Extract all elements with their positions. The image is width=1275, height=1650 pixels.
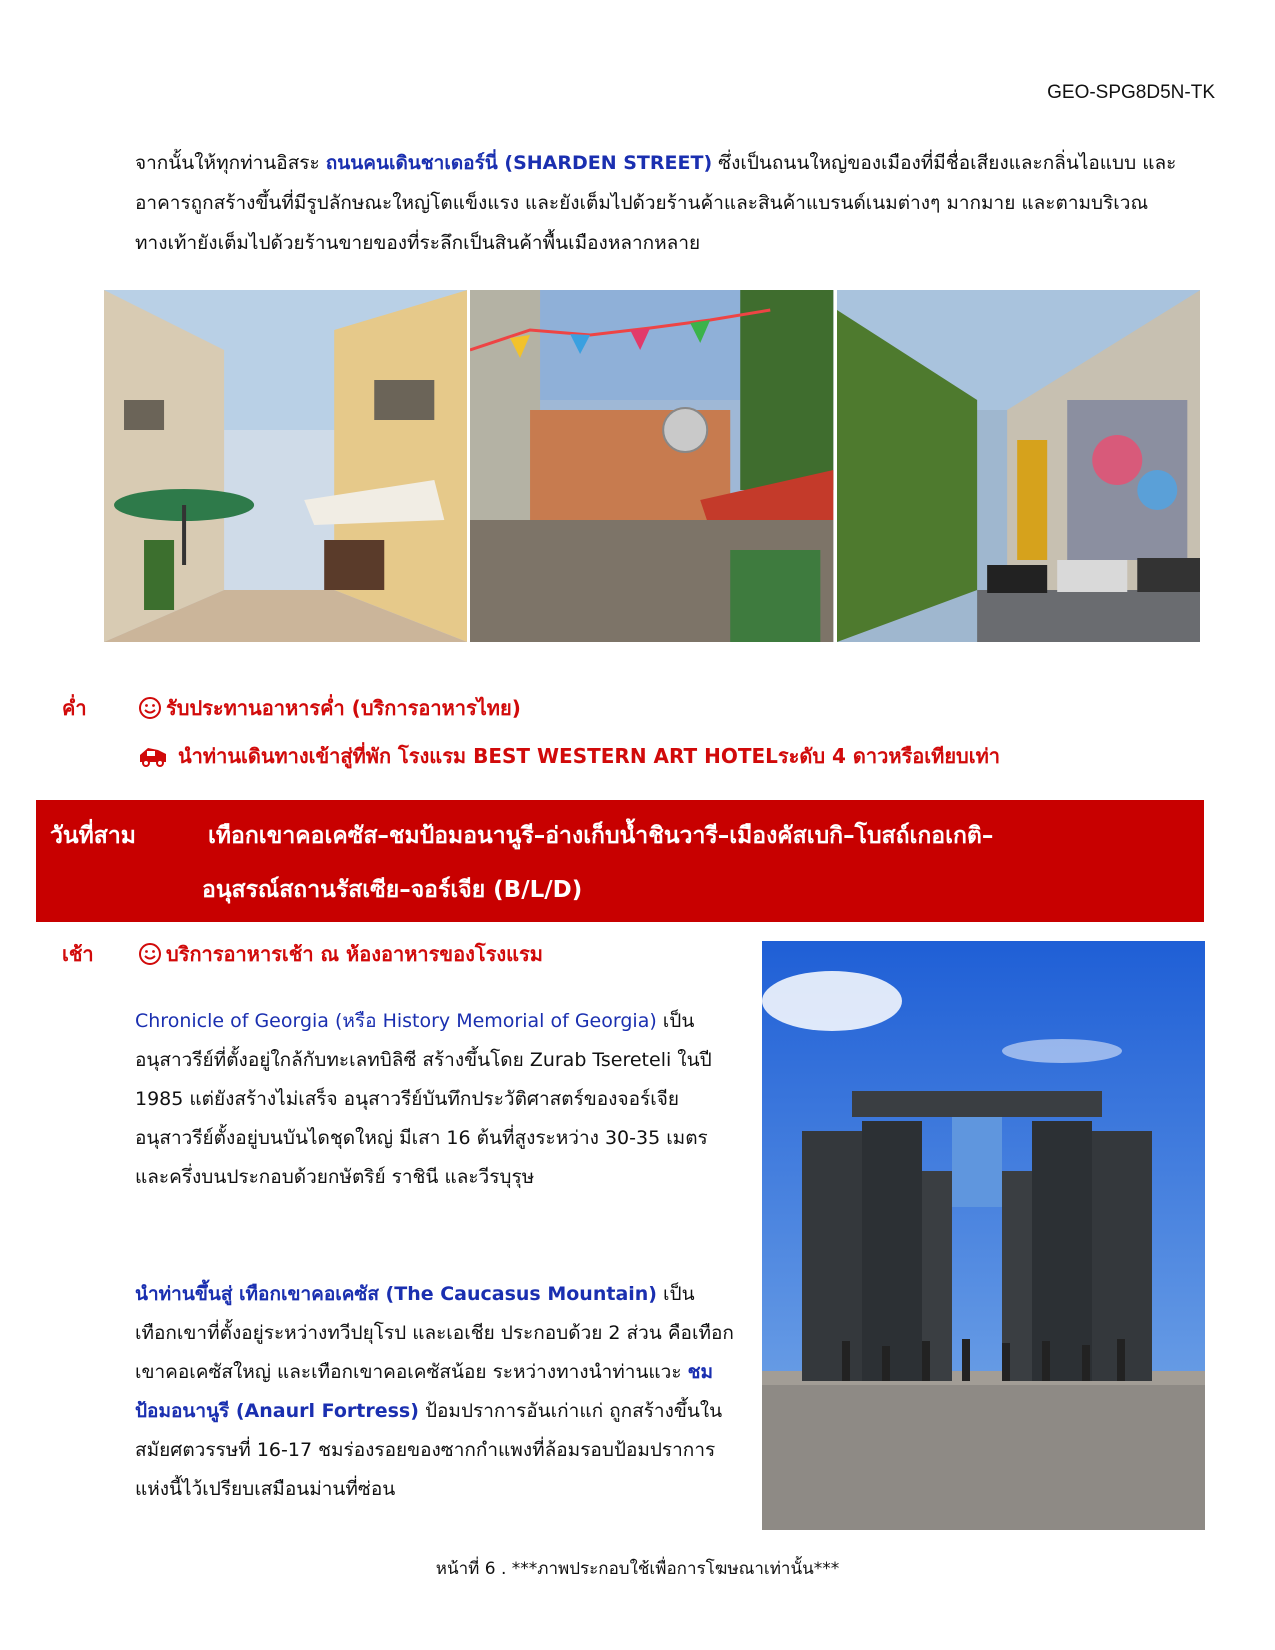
day3-title-line1: เทือกเขาคอเคซัส–ชมป้อมอนานูรี–อ่างเก็บน้ำชินวารี–เมืองคัสเบกิ–โบสถ์เกอเกติ–: [208, 823, 994, 849]
street-photo-courtyard: [470, 290, 833, 642]
caucasus-intro: นำท่านขึ้นสู่ เทือกเขาคอเคซัส (The Caucasus Mountain): [135, 1283, 657, 1305]
dinner-text: รับประทานอาหารค่ำ (บริการอาหารไทย): [166, 696, 521, 720]
smile-icon: [138, 942, 162, 966]
intro-post: ซึ่งเป็นถนนใหญ่ของเมืองที่มีชื่อเสียงและกลิ่นไอแบบ และอาคารถูกสร้างขึ้นที่มีรูปลักษณะใหญ่โตแข็งแรง และยังเต็มไปด้วยร้านค้าและสินค้าแบรนด์เนมต่างๆ มากมาย และตามบริเวณทางเท้ายังเต็มไปด้วยร้านขายของที่ระลึกเป็นสินค้าพื้นเมืองหลากหลาย: [135, 152, 1177, 254]
document-code: GEO-SPG8D5N-TK: [1047, 82, 1215, 103]
intro-pre: จากนั้นให้ทุกท่านอิสระ: [135, 152, 326, 174]
car-icon: [138, 745, 168, 767]
caucasus-paragraph: [135, 1275, 735, 1509]
caucasus-text2: ป้อมปราการอันเก่าแก่ ถูกสร้างขึ้นในสมัยศตวรรษที่ 16-17 ชมร่องรอยของซากกำแพงที่ล้อมรอบป้อมปราการแห่งนี้ไว้เปรียบเสมือนม่านที่ซ่อน: [135, 1400, 723, 1500]
dinner-row: [62, 692, 1202, 722]
breakfast-text: บริการอาหารเช้า ณ ห้องอาหารของโรงแรม: [166, 942, 543, 966]
chronicle-monument-photo: [762, 941, 1205, 1530]
breakfast-row: [62, 938, 742, 968]
sharden-street-photo-strip: [104, 290, 1200, 642]
intro-paragraph: [135, 143, 1205, 263]
chronicle-paragraph: [135, 1002, 735, 1197]
chronicle-text: เป็นอนุสาวรีย์ที่ตั้งอยู่ใกล้กับทะเลทบิลิซี สร้างขึ้นโดย Zurab Tsereteli ในปี 1985 แต่ยังสร้างไม่เสร็จ อนุสาวรีย์บันทึกประวัติศาสตร์ของจอร์เจีย อนุสาวรีย์ตั้งอยู่บนบันไดชุดใหญ่ มีเสา 16 ต้นที่สูงระหว่าง 30-35 เมตร และครึ่งบนประกอบด้วยกษัตริย์ ราชินี และวีรบุรุษ: [135, 1010, 712, 1188]
smile-icon: [138, 696, 162, 720]
day3-label: วันที่สาม: [50, 823, 136, 849]
caucasus-text1: เป็นเทือกเขาที่ตั้งอยู่ระหว่างทวีปยุโรป และเอเชีย ประกอบด้วย 2 ส่วน คือเทือกเขาคอเคซัสใหญ่ และเทือกเขาคอเคซัสน้อย ระหว่างทางนำท่านแวะ: [135, 1283, 734, 1383]
day3-banner: [36, 800, 1204, 922]
day3-title-line2: อนุสรณ์สถานรัสเซีย–จอร์เจีย (B/L/D): [202, 877, 583, 903]
anaurl-fortress-highlight: ชมป้อมอนานูรี (Anaurl Fortress): [135, 1361, 714, 1422]
footer-text: หน้าที่ 6 . ***ภาพประกอบใช้เพื่อการโฆษณาเท่านั้น***: [435, 1559, 840, 1579]
chronicle-highlight: Chronicle of Georgia (หรือ History Memorial of Georgia): [135, 1010, 657, 1032]
breakfast-label: เช้า: [62, 942, 94, 966]
hotel-row: [138, 740, 1000, 772]
street-photo-graffiti: [837, 290, 1200, 642]
dinner-label: ค่ำ: [62, 696, 87, 720]
hotel-text: นำท่านเดินทางเข้าสู่ที่พัก โรงแรม BEST WESTERN ART HOTELระดับ 4 ดาวหรือเทียบเท่า: [178, 744, 1000, 768]
street-photo-cafes: [104, 290, 467, 642]
sharden-street-highlight: ถนนคนเดินชาเดอร์นี่ (SHARDEN STREET): [325, 152, 713, 174]
